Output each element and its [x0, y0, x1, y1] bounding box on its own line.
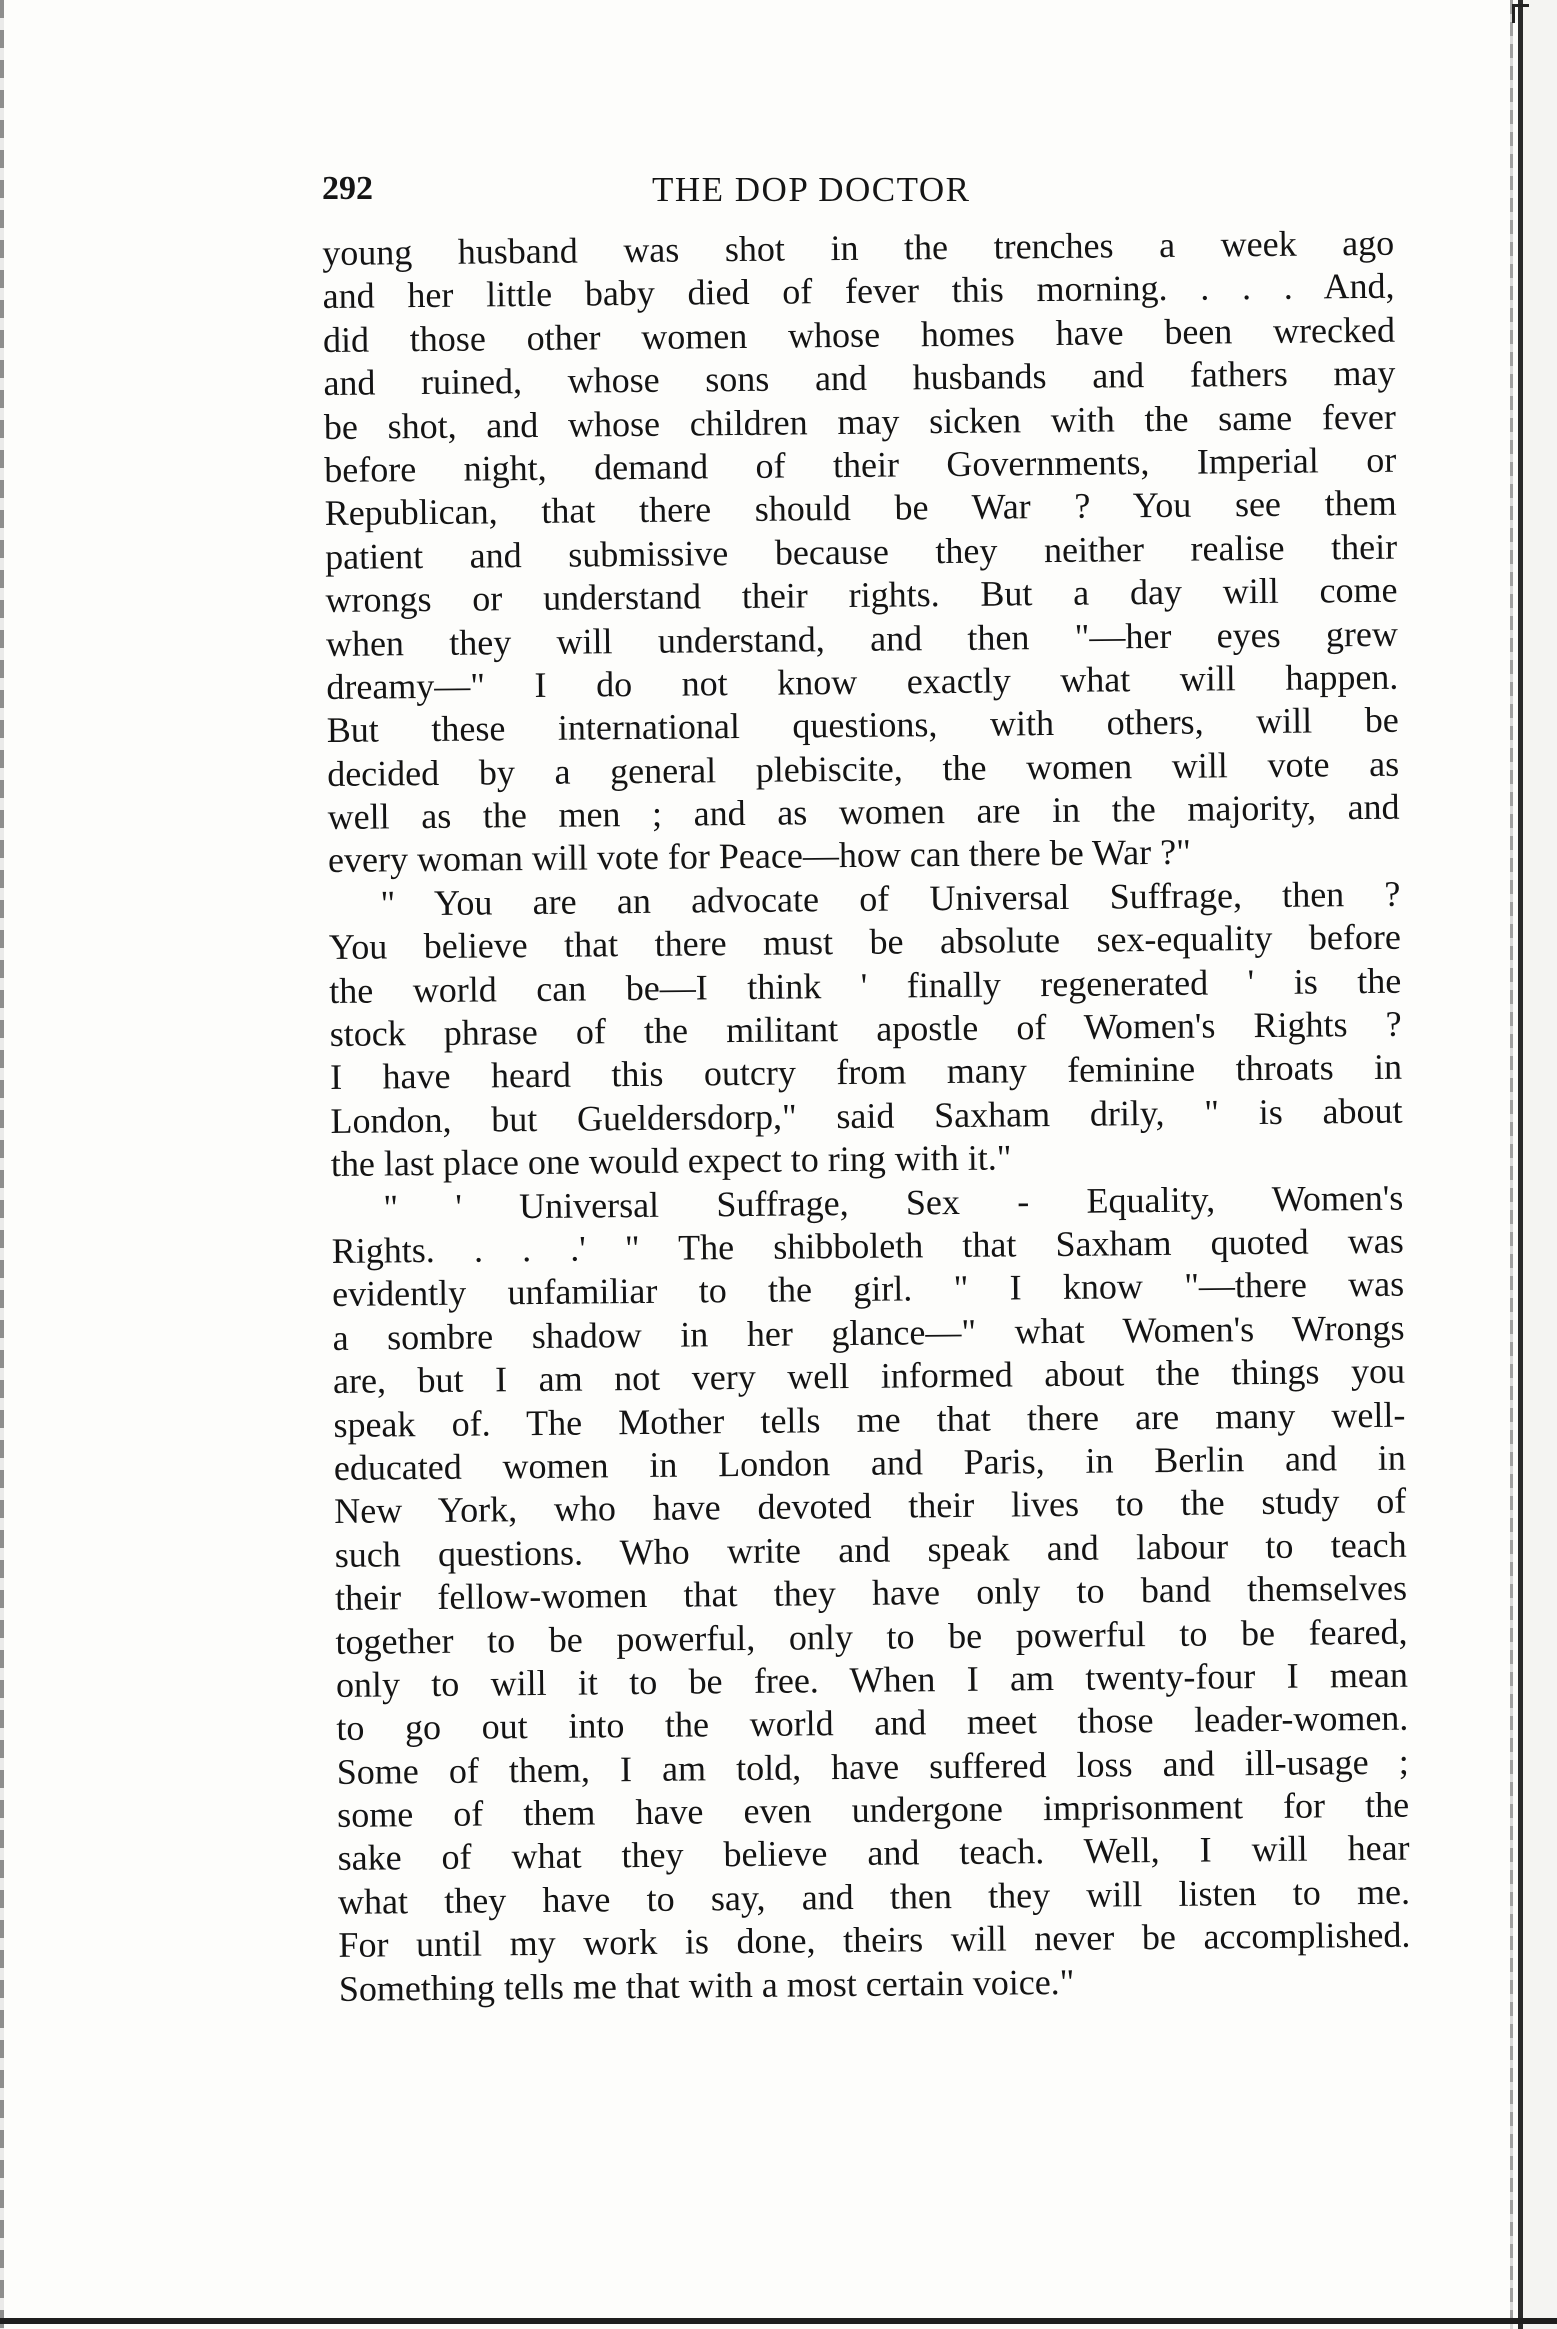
- text-line: New York, who have devoted their lives to the study of: [334, 1480, 1407, 1532]
- text-line: well as the men ; and as women are in the majority, and: [327, 786, 1400, 838]
- text-line: decided by a general plebiscite, the women will vote as: [327, 743, 1400, 794]
- text-line: every woman will vote for Peace—how can there be War ?": [327, 832, 1191, 881]
- text-line: young husband was shot in the trenches a week ago: [322, 222, 1395, 273]
- text-line: did those other women whose homes have been wrecked: [322, 309, 1396, 360]
- text-line: evidently unfamiliar to the girl. " I know "—there was: [332, 1264, 1405, 1315]
- text-line: Rights. . . .' " The shibboleth that Saxham quoted was: [331, 1220, 1404, 1271]
- text-line: You believe that there must be absolute sex-equality before: [328, 916, 1402, 968]
- left-page-edge: [0, 0, 4, 2329]
- text-line: dreamy—" I do not know exactly what will happen.: [326, 656, 1399, 707]
- text-line: " ' Universal Suffrage, Sex - Equality, Women's: [383, 1177, 1404, 1228]
- text-line: the world can be—I think ' finally regenerated ' is the: [329, 960, 1402, 1011]
- binding-shadow: [1510, 0, 1513, 2329]
- text-line: " You are an advocate of Universal Suffrage, then ?: [380, 873, 1401, 924]
- text-line: are, but I am not very well informed about the things you: [332, 1350, 1406, 1402]
- text-line: such questions. Who write and speak and labour to teach: [334, 1524, 1407, 1575]
- body-text: [322, 222, 1411, 2011]
- text-line: I have heard this outcry from many feminine throats in: [329, 1047, 1403, 1098]
- text-line: what they have to say, and then they will listen to me.: [337, 1871, 1411, 1922]
- right-margin: [1523, 0, 1557, 2329]
- bottom-page-border: [0, 2318, 1557, 2324]
- text-line: before night, demand of their Governments, Imperial or: [324, 439, 1397, 490]
- text-line: be shot, and whose children may sicken with the same fever: [323, 396, 1397, 447]
- text-line: and her little baby died of fever this morning. . . . And,: [322, 266, 1395, 317]
- text-line: the last place one would expect to ring with it.": [330, 1137, 1012, 1185]
- text-line: stock phrase of the militant apostle of Women's Rights ?: [329, 1003, 1402, 1054]
- text-line: patient and submissive because they neither realise their: [324, 526, 1398, 577]
- text-line: Some of them, I am told, have suffered loss and ill-usage ;: [336, 1741, 1409, 1792]
- running-title: THE DOP DOCTOR: [652, 170, 971, 209]
- text-line: Republican, that there should be War ? You see them: [324, 483, 1397, 534]
- text-line: For until my work is done, theirs will never be accomplished.: [338, 1914, 1411, 1966]
- text-line: speak of. The Mother tells me that there are many well-: [333, 1394, 1406, 1445]
- page-header: [322, 170, 1392, 220]
- page-number: 292: [322, 170, 373, 207]
- text-line: wrongs or understand their rights. But a day will come: [325, 569, 1398, 621]
- text-line: their fellow-women that they have only to band themselves: [334, 1567, 1408, 1619]
- text-line: and ruined, whose sons and husbands and fathers may: [323, 352, 1396, 404]
- text-line: London, but Gueldersdorp," said Saxham drily, " is about: [330, 1090, 1403, 1141]
- text-line: educated women in London and Paris, in Berlin and in: [333, 1437, 1407, 1488]
- text-line: when they will understand, and then "—her eyes grew: [325, 613, 1399, 664]
- text-line: to go out into the world and meet those leader-women.: [336, 1697, 1409, 1749]
- text-line: a sombre shadow in her glance—" what Women's Wrongs: [332, 1307, 1405, 1358]
- text-line: sake of what they believe and teach. Well, I will hear: [337, 1828, 1410, 1879]
- text-line: Something tells me that with a most certain voice.": [338, 1961, 1075, 2009]
- corner-mark: [1512, 4, 1529, 23]
- text-line: only to will it to be free. When I am twenty-four I mean: [335, 1654, 1409, 1705]
- text-line: together to be powerful, only to be powerful to be feared,: [335, 1611, 1408, 1662]
- text-line: some of them have even undergone imprisonment for the: [337, 1784, 1410, 1835]
- text-line: But these international questions, with others, will be: [326, 699, 1399, 751]
